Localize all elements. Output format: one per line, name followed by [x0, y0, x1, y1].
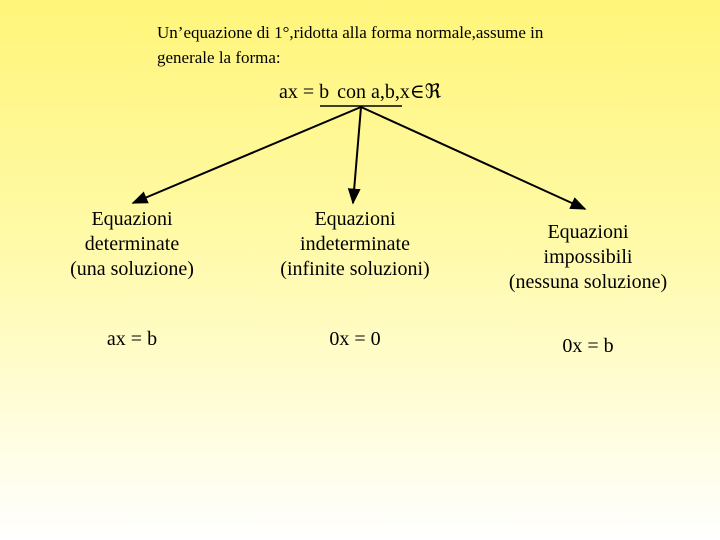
determinate-line-2: determinate: [84, 233, 180, 255]
indeterminate-equation: 0x = 0: [329, 328, 381, 350]
impossible-box: [483, 220, 693, 295]
impossible-line-3: (nessuna soluzione): [508, 271, 668, 293]
arrow-to-impossible: [361, 107, 585, 209]
impossible-line-2: impossibili: [543, 246, 633, 268]
indeterminate-line-3: (infinite soluzioni): [280, 258, 430, 280]
intro-line-1: Un’equazione di 1°,ridotta alla forma normale,assume in: [157, 23, 544, 42]
determinate-line-1: Equazioni: [91, 208, 173, 230]
formula-condition: con a,b,x∈ℜ: [337, 81, 441, 103]
indeterminate-box: [255, 207, 455, 282]
impossible-line-1: Equazioni: [547, 221, 629, 243]
determinate-equation: ax = b: [106, 328, 158, 350]
indeterminate-line-2: indeterminate: [300, 233, 410, 255]
determinate-line-3: (una soluzione): [70, 258, 194, 280]
determinate-box: [42, 207, 222, 282]
impossible-equation: 0x = b: [562, 335, 614, 357]
intro-line-2: generale la forma:: [157, 48, 281, 67]
formula-equation: ax = b: [279, 81, 330, 103]
arrow-to-determinate: [133, 107, 361, 203]
arrow-to-indeterminate: [353, 107, 361, 203]
indeterminate-line-1: Equazioni: [314, 208, 396, 230]
